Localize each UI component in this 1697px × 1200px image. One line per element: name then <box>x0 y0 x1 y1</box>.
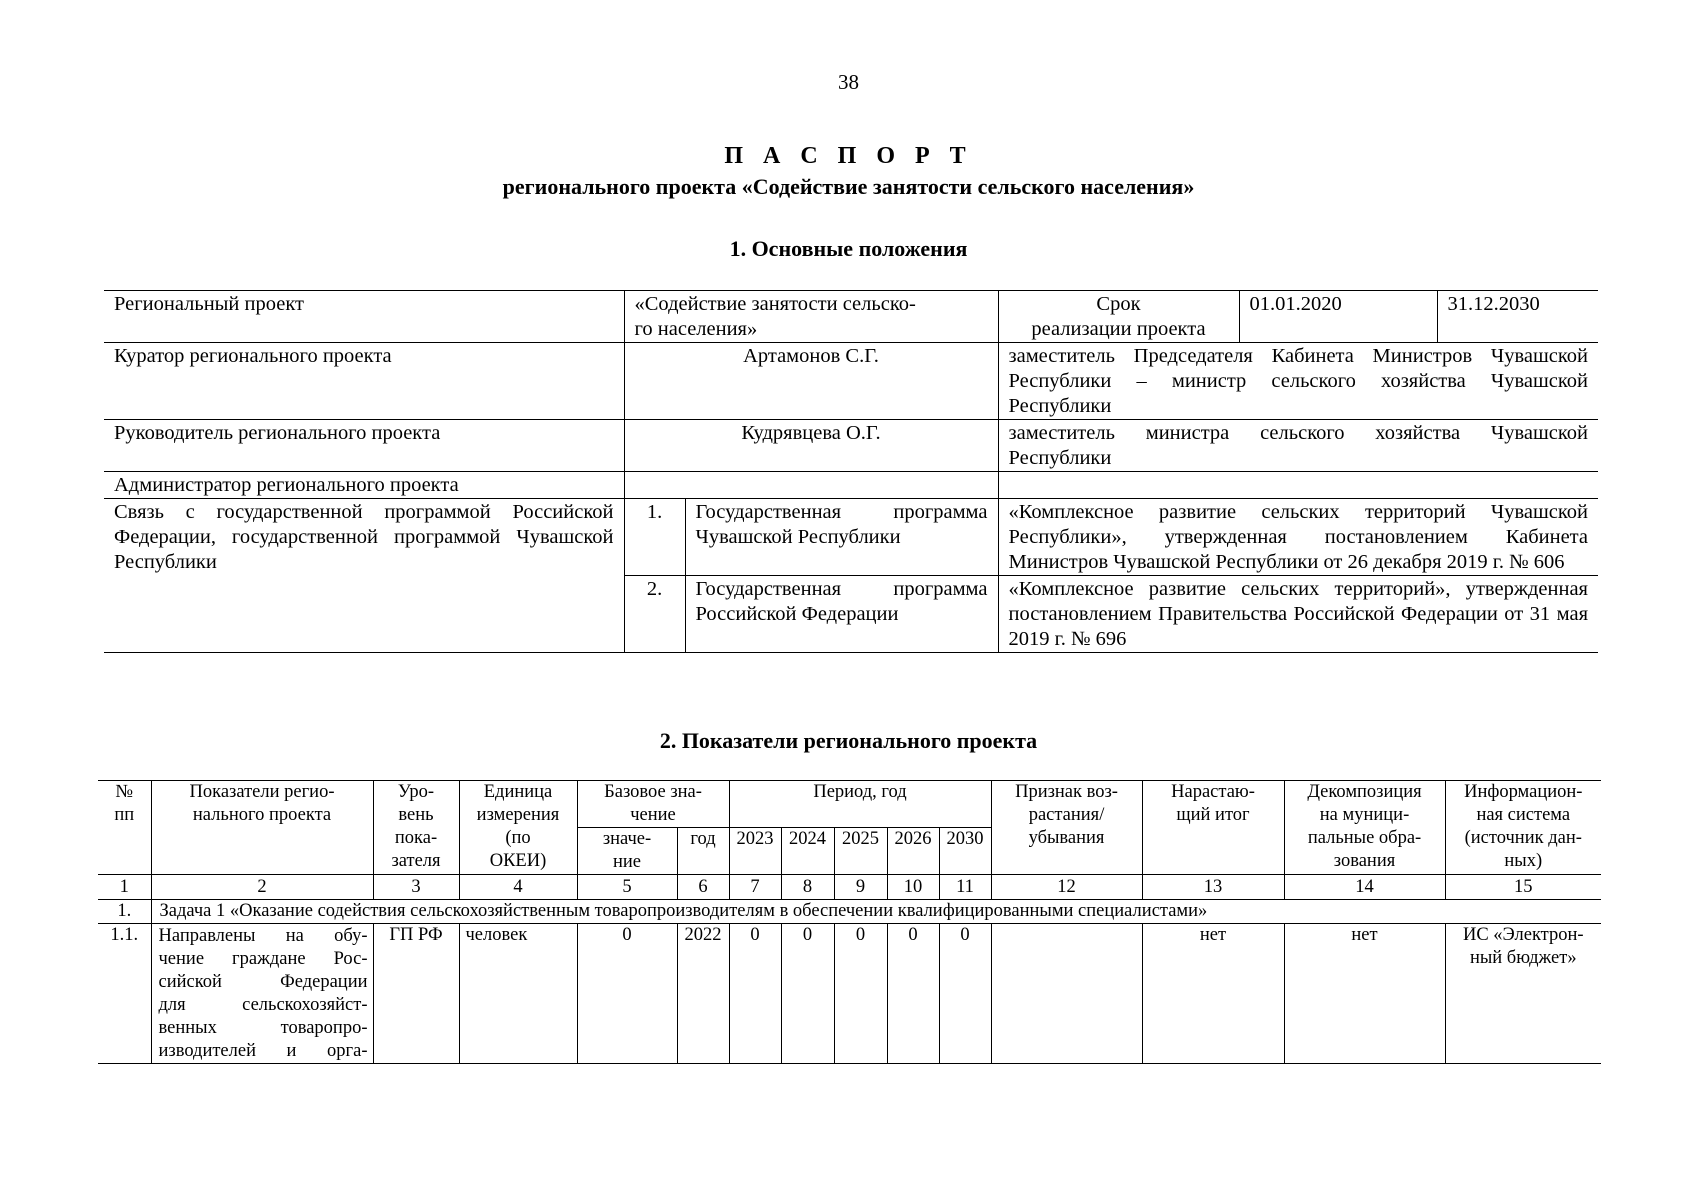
col-info-system-header: Информацион- ная система (источник дан- ных) <box>1445 781 1601 875</box>
program-name: Государственная программа Чувашской Республики <box>685 499 998 576</box>
column-number: 14 <box>1284 875 1445 900</box>
project-row <box>104 291 1598 343</box>
column-number: 12 <box>991 875 1142 900</box>
admin-row <box>104 472 1598 499</box>
column-number: 1 <box>98 875 151 900</box>
row-year-value: 0 <box>834 924 887 1064</box>
head-label: Руководитель регионального проекта <box>104 420 624 472</box>
indicator-row <box>98 924 1601 1064</box>
row-unit: человек <box>459 924 577 1064</box>
document-title: П А С П О Р Т <box>724 143 973 169</box>
col-base-header: Базовое зна- чение <box>577 781 729 828</box>
column-number: 15 <box>1445 875 1601 900</box>
row-year-value: 0 <box>887 924 939 1064</box>
col-indicator-header: Показатели регио- нального проекта <box>151 781 373 875</box>
col-base-year-header: год <box>677 828 729 875</box>
col-year-header: 2025 <box>834 828 887 875</box>
column-number: 3 <box>373 875 459 900</box>
curator-label: Куратор регионального проекта <box>104 343 624 420</box>
program-row-1 <box>104 499 1598 576</box>
head-row <box>104 420 1598 472</box>
row-cumulative: нет <box>1142 924 1284 1064</box>
row-info-system: ИС «Электрон- ный бюджет» <box>1445 924 1601 1064</box>
program-num: 2. <box>624 576 685 653</box>
row-indicator-name: Направлены на обу- чение граждане Рос- сийской Федерации для сельскохозяйст- венных товаропро- изводителей и орга- <box>151 924 373 1064</box>
main-provisions-table <box>104 290 1598 653</box>
col-num-header: № пп <box>98 781 151 875</box>
section-2-title: 2. Показатели регионального проекта <box>659 728 1038 753</box>
row-base-year: 2022 <box>677 924 729 1064</box>
column-number: 7 <box>729 875 781 900</box>
admin-label: Администратор регионального проекта <box>104 472 624 499</box>
col-year-header: 2024 <box>781 828 834 875</box>
col-cumulative-header: Нарастаю- щий итог <box>1142 781 1284 875</box>
row-year-value: 0 <box>729 924 781 1064</box>
column-number: 10 <box>887 875 939 900</box>
row-level: ГП РФ <box>373 924 459 1064</box>
program-desc: «Комплексное развитие сельских территорий», утвержденная постановлением Правительства Российской Федерации от 31 мая 2019 г. № 696 <box>998 576 1598 653</box>
col-decomposition-header: Декомпозиция на муници- пальные обра- зования <box>1284 781 1445 875</box>
head-position: заместитель министра сельского хозяйства Чувашской Республики <box>998 420 1598 472</box>
task-num: 1. <box>98 900 151 924</box>
row-year-value: 0 <box>939 924 991 1064</box>
admin-name <box>624 472 998 499</box>
col-period-header: Период, год <box>729 781 991 828</box>
col-year-header: 2030 <box>939 828 991 875</box>
column-number: 13 <box>1142 875 1284 900</box>
task-row <box>98 900 1601 924</box>
row-trend <box>991 924 1142 1064</box>
admin-position <box>998 472 1598 499</box>
program-num: 1. <box>624 499 685 576</box>
column-number: 9 <box>834 875 887 900</box>
column-number: 4 <box>459 875 577 900</box>
task-text: Задача 1 «Оказание содействия сельскохозяйственным товаропроизводителям в обеспечении квалифицированными специалистами» <box>151 900 1601 924</box>
link-label: Связь с государственной программой Российской Федерации, государственной программой Чувашской Республики <box>104 499 624 653</box>
curator-row <box>104 343 1598 420</box>
column-number: 5 <box>577 875 677 900</box>
col-level-header: Уро- вень пока- зателя <box>373 781 459 875</box>
term-label: Срок реализации проекта <box>998 291 1239 343</box>
row-base-value: 0 <box>577 924 677 1064</box>
column-number: 6 <box>677 875 729 900</box>
col-year-header: 2026 <box>887 828 939 875</box>
col-base-value-header: значе- ние <box>577 828 677 875</box>
project-name: «Содействие занятости сельско- го населения» <box>624 291 998 343</box>
row-num: 1.1. <box>98 924 151 1064</box>
section-1-title: 1. Основные положения <box>729 236 968 261</box>
row-decomposition: нет <box>1284 924 1445 1064</box>
column-number: 2 <box>151 875 373 900</box>
end-date: 31.12.2030 <box>1437 291 1598 343</box>
col-unit-header: Единица измерения (по ОКЕИ) <box>459 781 577 875</box>
program-name: Государственная программа Российской Федерации <box>685 576 998 653</box>
column-number: 8 <box>781 875 834 900</box>
column-number-row <box>98 875 1601 900</box>
header-row-1 <box>98 781 1601 828</box>
page-number: 38 <box>838 70 859 94</box>
col-year-header: 2023 <box>729 828 781 875</box>
start-date: 01.01.2020 <box>1239 291 1437 343</box>
curator-position: заместитель Председателя Кабинета Министров Чувашской Республики – министр сельского хозяйства Чувашской Республики <box>998 343 1598 420</box>
row-year-value: 0 <box>781 924 834 1064</box>
curator-name: Артамонов С.Г. <box>624 343 998 420</box>
project-label: Региональный проект <box>104 291 624 343</box>
head-name: Кудрявцева О.Г. <box>624 420 998 472</box>
indicators-table <box>98 780 1601 1064</box>
column-number: 11 <box>939 875 991 900</box>
document-subtitle: регионального проекта «Содействие занятости сельского населения» <box>502 174 1195 199</box>
program-desc: «Комплексное развитие сельских территорий Чувашской Республики», утвержденная постановлением Кабинета Министров Чувашской Республики от 26 декабря 2019 г. № 606 <box>998 499 1598 576</box>
col-trend-header: Признак воз- растания/ убывания <box>991 781 1142 875</box>
